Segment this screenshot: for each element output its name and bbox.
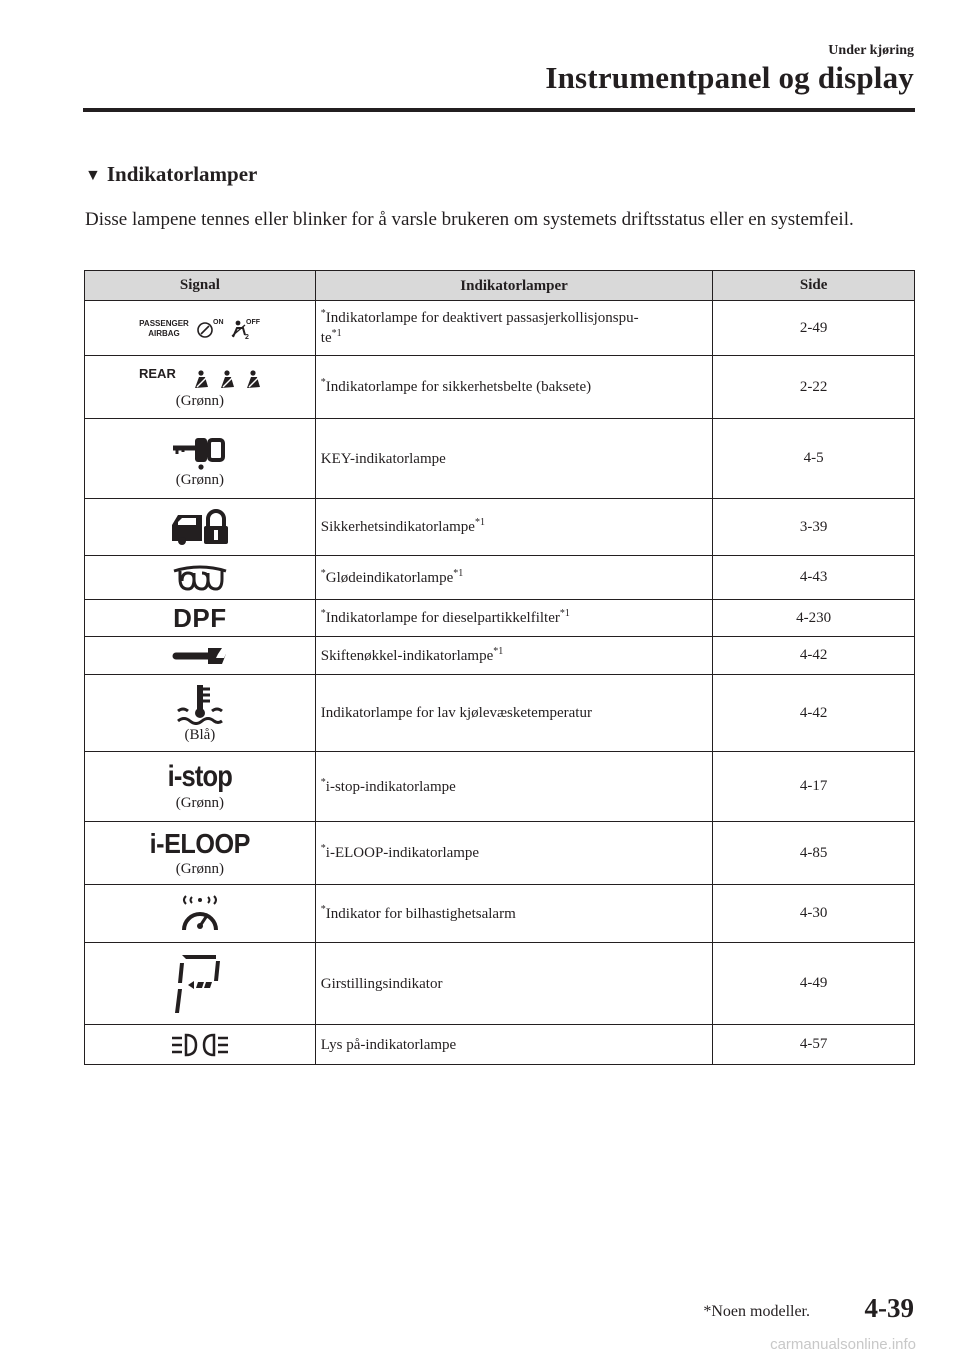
page-ref: 4-230 [713,600,915,637]
table-row [85,943,915,1025]
indicator-name: i-stop-indikatorlampe [325,778,456,795]
section-heading-text: Indikatorlamper [106,162,258,186]
lights-on-icon [170,1032,230,1058]
table-row: PASSENGER AIRBAG ON OFF 2 *Indikatorlampe for deaktivert passasjerkollisjonspu- $te^{*1}$ 2-49 [85,301,915,356]
indicator-name: Glødeindikatorlampe [325,569,454,586]
i-eloop-icon: i-ELOOP [149,827,251,859]
indicator-table [84,270,915,1065]
lamp-color: (Grønn) [175,472,225,488]
column-header-signal: Signal [85,271,316,301]
gear-position-icon [172,951,228,1017]
header-rule [83,108,915,112]
page-ref: 4-5 [713,419,915,499]
column-header-indicator: Indikatorlamper [315,271,713,301]
chapter-title: Instrumentpanel og display [545,60,914,95]
page-ref: 2-22 [713,356,915,419]
icon-label: AIRBAG [148,329,180,338]
page-ref: 4-85 [713,822,915,885]
indicator-name: Indikatorlampe for sikkerhetsbelte (baksete) [325,379,592,395]
table-row: *Glødeindikatorlampe$^{*1}$ 4-43 [85,556,915,600]
table-row: Sikkerhetsindikatorlampe$^{*1}$ 3-39 [85,499,915,556]
page-number: 4-39 [864,1293,914,1323]
lamp-color: (Blå) [184,726,216,743]
speed-alarm-icon [176,892,224,936]
icon-label: REAR [138,365,176,381]
table-row [85,1025,915,1065]
table-row: DPF *Indikatorlampe for dieselpartikkelfilter$^{*1}$ 4-230 [85,600,915,637]
indicator-name: Indikatorlampe for deaktivert passasjerkollisjonspu- [325,310,639,326]
indicator-name: Sikkerhetsindikatorlampe [320,519,475,535]
page-ref: 4-57 [713,1025,915,1065]
page-ref: 4-43 [713,556,915,600]
lamp-color: (Grønn) [175,860,225,877]
key-icon [165,428,235,470]
table-row: i-stop (Grønn) *i-stop-indikatorlampe 4-17 [85,752,915,822]
passenger-airbag-off-icon [135,313,265,343]
table-row [85,675,915,752]
intro-paragraph: Disse lampene tennes eller blinker for å varsle brukeren om systemets driftsstatus eller en systemfeil. [85,209,854,230]
table-row: Skiftenøkkel-indikatorlampe$^{*1}$ 4-42 [85,637,915,675]
indicator-name: Indikatorlampe for lav kjølevæsketemperatur [315,675,713,752]
page-ref: 2-49 [713,301,915,356]
glow-plug-icon [170,563,230,593]
page-ref: 4-42 [713,637,915,675]
low-coolant-temp-icon [174,683,226,725]
table-row [85,419,915,499]
footnote: *Noen modeller. [703,1303,810,1320]
lamp-color: (Grønn) [175,392,225,409]
wrench-icon [172,644,228,668]
table-row: *Indikator for bilhastighetsalarm 4-30 [85,885,915,943]
dpf-icon: DPF [173,603,227,633]
icon-label: 2 [244,334,249,341]
indicator-name: i-ELOOP-indikatorlampe [325,845,480,861]
section-heading [85,162,257,187]
security-lock-icon [168,507,232,547]
i-stop-icon: i-stop [167,760,233,793]
indicator-name: KEY-indikatorlampe [315,419,713,499]
page-ref: 4-42 [713,675,915,752]
page-ref: 4-17 [713,752,915,822]
indicator-name: Indikator for bilhastighetsalarm [325,905,516,922]
icon-label: PASSENGER [139,319,189,328]
page-ref: 3-39 [713,499,915,556]
indicator-name: Indikatorlampe for dieselpartikkelfilter [325,610,560,626]
indicator-name: Lys på-indikatorlampe [315,1025,713,1065]
table-row: REAR (Grønn) *Indikatorlampe for sikkerhetsbelte (baksete) 2-22 [85,356,915,419]
watermark: carmanualsonline.info [770,1336,916,1353]
triangle-bullet-icon: ▼ [85,166,101,184]
page-ref: 4-30 [713,885,915,943]
table-row: i-ELOOP (Grønn) *i-ELOOP-indikatorlampe 4-85 [85,822,915,885]
running-section-label: Under kjøring [828,43,914,58]
table-header-row [85,271,915,301]
column-header-side: Side [713,271,915,301]
rear-seat-belt-icon [135,365,265,391]
lamp-color: (Grønn) [175,795,225,811]
indicator-name: Girstillingsindikator [315,943,713,1025]
icon-label: ON [212,319,224,326]
indicator-name: Skiftenøkkel-indikatorlampe [320,647,494,664]
icon-label: OFF [245,319,260,326]
page-ref: 4-49 [713,943,915,1025]
